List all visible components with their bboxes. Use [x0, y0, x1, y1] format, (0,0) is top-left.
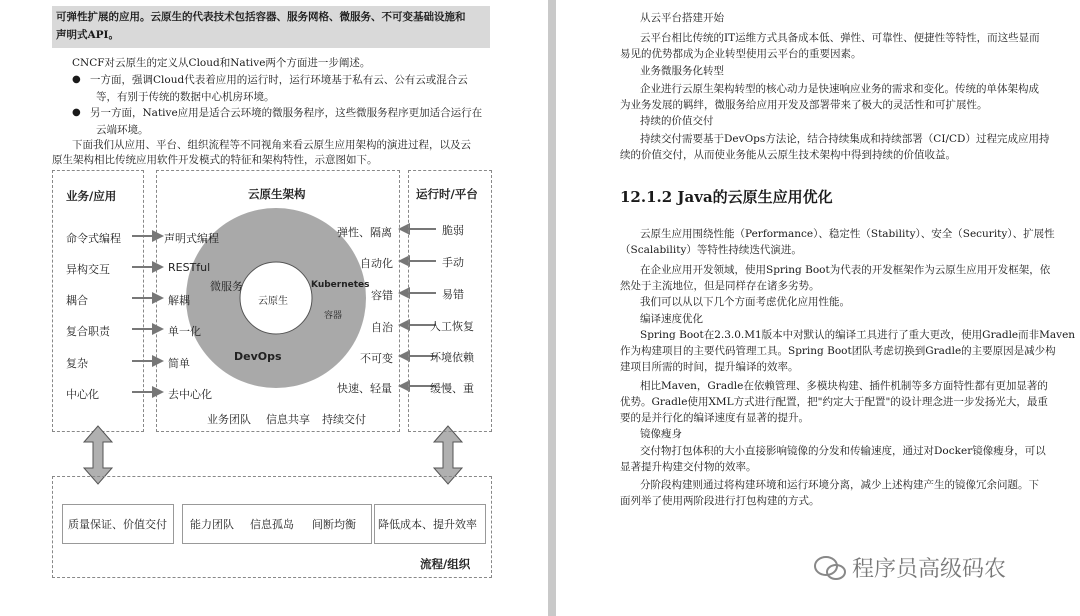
cloud-native-architecture-diagram	[52, 170, 492, 578]
right-item: 环境依赖	[430, 351, 474, 364]
para-line: 我们可以从以下几个方面考虑优化应用性能。	[640, 296, 850, 308]
right-item: 易错	[442, 288, 464, 301]
center-right-item: 自动化	[360, 257, 393, 270]
cloud-native-title: 云原生架构	[248, 187, 306, 201]
left-item: 命令式编程	[66, 232, 121, 245]
highlight-line-1: 可弹性扩展的应用。云原生的代表技术包括容器、服务网格、微服务、不可变基础设施和	[56, 11, 466, 23]
center-right-item: 不可变	[360, 352, 393, 365]
bottom-box-label: 信息孤岛	[250, 518, 294, 531]
center-left-item: RESTful	[168, 261, 211, 274]
wechat-icon	[812, 554, 848, 584]
center-right-item: 自治	[371, 321, 393, 334]
para-line: 面列举了使用两阶段进行打包构建的方式。	[620, 495, 820, 507]
left-item: 中心化	[66, 388, 99, 401]
kubernetes-label: Kubernetes	[311, 280, 370, 290]
center-left-item: 简单	[168, 357, 190, 370]
para-line: 优势。Gradle使用XML方式进行配置，把"约定大于配置"的设计理念进一步发扬光大，最重	[620, 396, 1048, 408]
section-body-line: 续的价值交付，从而使业务能从云原生技术架构中得到持续的价值收益。	[620, 149, 956, 161]
bullet-2-line-2: 云端环境。	[96, 124, 149, 136]
container-label: 容器	[324, 311, 343, 321]
bullet-dot-icon: ●	[72, 107, 81, 118]
para-line: 云原生应用围绕性能（Performance）、稳定性（Stability）、安全（Security）、扩展性	[640, 228, 1055, 240]
intro-text: CNCF对云原生的定义从Cloud和Native两个方面进一步阐述。	[72, 57, 371, 69]
section-body-line: 企业进行云原生架构转型的核心动力是快速响应业务的需求和变化。传统的单体架构成	[640, 83, 1039, 95]
closing-line-2: 原生架构相比传统应用软件开发模式的特征和架构特性，示意图如下。	[52, 154, 378, 166]
center-left-item: 单一化	[168, 325, 201, 338]
page-gutter	[548, 0, 556, 616]
section-body-line: 云平台相比传统的IT运维方式具备成本低、弹性、可靠性、便捷性等特性，而这些显而	[640, 32, 1040, 44]
section-title: 12.1.2 Java的云原生应用优化	[620, 188, 833, 206]
microservice-label: 微服务	[210, 280, 243, 293]
left-item: 耦合	[66, 294, 88, 307]
para-line: 然处于主流地位，但是同样存在诸多劣势。	[620, 280, 820, 292]
center-bottom-item: 信息共享	[266, 413, 310, 426]
para-line: 显著提升构建交付物的效率。	[620, 461, 757, 473]
bottom-box-label: 降低成本、提升效率	[378, 518, 477, 531]
bullet-1-line-2: 等，有别于传统的数据中心机房环境。	[96, 91, 275, 103]
center-right-item: 快速、轻量	[337, 382, 392, 395]
bottom-box-label: 间断均衡	[312, 518, 356, 531]
center-bottom-item: 业务团队	[207, 413, 251, 426]
center-bottom-item: 持续交付	[322, 413, 366, 426]
para-line: Spring Boot在2.3.0.M1版本中对默认的编译工具进行了重大更改，使用Gradle而非Maven	[640, 329, 1076, 341]
center-left-item: 解耦	[168, 294, 190, 307]
right-item: 人工恢复	[430, 320, 474, 333]
para-line: 在企业应用开发领域，使用Spring Boot为代表的开发框架作为云原生应用开发框架，依	[640, 264, 1051, 276]
left-item: 异构交互	[66, 263, 110, 276]
left-item: 复杂	[66, 357, 88, 370]
right-item: 缓慢、重	[430, 382, 474, 395]
para-line: 分阶段构建则通过将构建环境和运行环境分离，减少上述构建产生的镜像冗余问题。下	[640, 479, 1039, 491]
right-item: 脆弱	[442, 224, 464, 237]
business-app-title: 业务/应用	[66, 189, 117, 203]
para-line: 相比Maven，Gradle在依赖管理、多模块构建、插件机制等多方面特性都有更加显著的	[640, 380, 1048, 392]
bottom-box-label: 能力团队	[190, 518, 234, 531]
para-line: 作为构建项目的主要代码管理工具。Spring Boot团队考虑切换到Gradle的主要原因是减少构	[620, 345, 1056, 357]
center-left-item: 去中心化	[168, 388, 212, 401]
section-body-line: 易见的优势都成为企业转型使用云平台的重要因素。	[620, 48, 862, 60]
para-line: 建项目所需的时间，提升编译的效率。	[620, 361, 799, 373]
process-org-title: 流程/组织	[420, 557, 471, 571]
subheading: 镜像瘦身	[640, 428, 682, 440]
para-line: （Scalability）等特性持续迭代演进。	[620, 244, 802, 256]
right-item: 手动	[442, 256, 464, 269]
circle-center-label: 云原生	[258, 296, 288, 307]
watermark-text: 程序员高级码农	[852, 557, 1007, 582]
para-line: 交付物打包体积的大小直接影响镜像的分发和传输速度，通过对Docker镜像瘦身，可以	[640, 445, 1046, 457]
section-heading: 持续的价值交付	[640, 115, 714, 127]
runtime-platform-title: 运行时/平台	[416, 187, 478, 201]
left-item: 复合职责	[66, 325, 110, 338]
bullet-1-line-1: 一方面，强调Cloud代表着应用的运行时，运行环境基于私有云、公有云或混合云	[90, 74, 468, 86]
highlight-line-2: 声明式API。	[56, 29, 119, 41]
section-body-line: 持续交付需要基于DevOps方法论，结合持续集成和持续部署（CI/CD）过程完成应用持	[640, 133, 1050, 145]
bottom-box-label: 质量保证、价值交付	[68, 518, 167, 531]
bullet-dot-icon: ●	[72, 74, 81, 85]
section-body-line: 为业务发展的羁绊，微服务给应用开发及部署带来了极大的灵活性和可扩展性。	[620, 99, 988, 111]
center-right-item: 弹性、隔离	[337, 226, 392, 239]
subheading: 编译速度优化	[640, 313, 703, 325]
closing-line-1: 下面我们从应用、平台、组织流程等不同视角来看云原生应用架构的演进过程，以及云	[72, 139, 471, 151]
devops-label: DevOps	[234, 350, 282, 363]
section-heading: 业务微服务化转型	[640, 65, 724, 77]
section-heading: 从云平台搭建开始	[640, 12, 724, 24]
right-page	[556, 0, 1080, 616]
center-right-item: 容错	[371, 289, 393, 302]
center-left-item: 声明式编程	[164, 232, 219, 245]
para-line: 要的是并行化的编译速度有显著的提升。	[620, 412, 809, 424]
bullet-2-line-1: 另一方面，Native应用是适合云环境的微服务程序，这些微服务程序更加适合运行在	[90, 107, 483, 119]
